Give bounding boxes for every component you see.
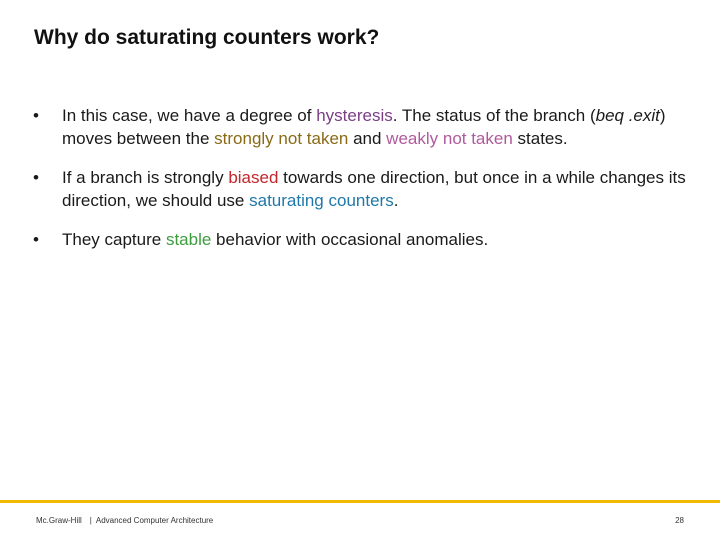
keyword-weakly-not-taken: weakly not taken <box>386 129 513 148</box>
footer-credit <box>36 516 213 525</box>
bullet-text: and <box>348 129 387 148</box>
bullet-marker: • <box>33 168 39 187</box>
bullet-item <box>30 104 690 150</box>
footer-separator: | <box>89 516 92 525</box>
bullet-item <box>30 166 690 212</box>
bullet-text: If a branch is strongly <box>62 168 229 187</box>
bullet-text: behavior with occasional anomalies. <box>211 230 489 249</box>
footer-publisher: Mc.Graw-Hill <box>36 516 82 525</box>
keyword-hysteresis: hysteresis <box>316 106 393 125</box>
bullet-marker: • <box>33 230 39 249</box>
bullet-text: towards one direction, but once in a while changes its direction, we should use <box>62 168 686 210</box>
bullet-text: They capture <box>62 230 166 249</box>
bullet-marker: • <box>33 106 39 125</box>
bullet-text: . <box>393 191 399 210</box>
footer-course: Advanced Computer Architecture <box>95 516 214 525</box>
code-branch-instruction: beq .exit <box>595 106 660 125</box>
keyword-stable: stable <box>165 230 212 249</box>
keyword-strongly-not-taken: strongly not taken <box>214 129 349 148</box>
slide-title: Why do saturating counters work? <box>34 26 380 49</box>
bullet-item <box>30 228 690 251</box>
footer-rule <box>0 500 720 503</box>
bullet-text: . The status of the branch ( <box>392 106 596 125</box>
keyword-biased: biased <box>228 168 279 187</box>
bullet-text: In this case, we have a degree of <box>62 106 317 125</box>
bullet-list <box>30 104 690 267</box>
page-number: 28 <box>675 516 684 525</box>
bullet-text: ) moves between the <box>62 106 666 148</box>
keyword-saturating-counters: saturating counters <box>249 191 394 210</box>
bullet-text: states. <box>512 129 568 148</box>
